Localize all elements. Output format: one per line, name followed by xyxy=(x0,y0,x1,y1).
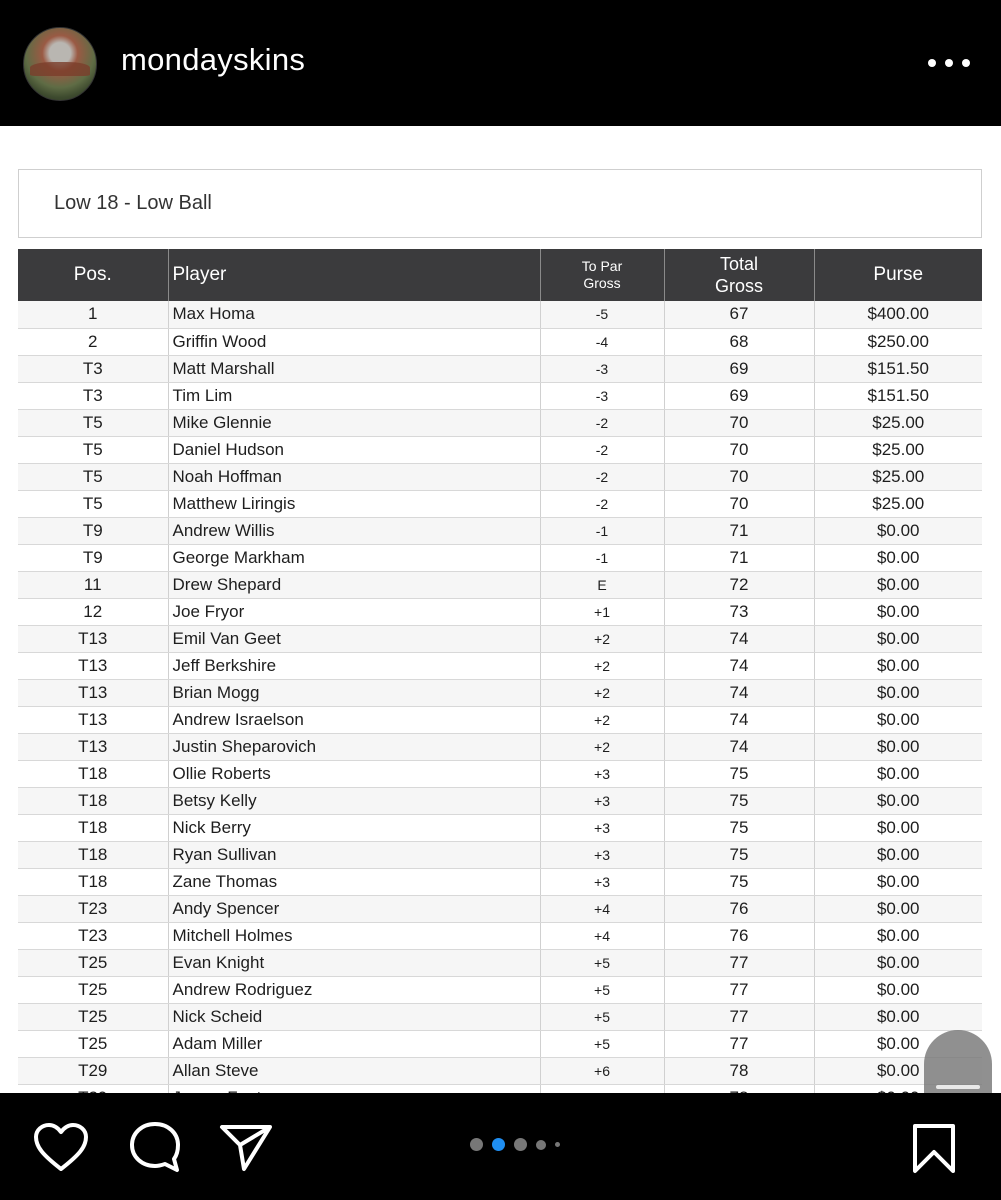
pos-cell: 1 xyxy=(18,301,168,328)
purse-cell: $25.00 xyxy=(814,490,982,517)
table-row xyxy=(18,355,982,382)
purse-cell: $0.00 xyxy=(814,787,982,814)
total-cell: 74 xyxy=(664,652,814,679)
player-cell: Allan Steve xyxy=(168,1057,540,1084)
pos-cell: T5 xyxy=(18,409,168,436)
table-header-row xyxy=(18,249,982,301)
bookmark-icon[interactable] xyxy=(911,1123,957,1180)
player-cell: Tim Lim xyxy=(168,382,540,409)
to-par-cell: E xyxy=(540,571,664,598)
purse-cell: $0.00 xyxy=(814,598,982,625)
post-actions-bar xyxy=(0,1093,1001,1200)
purse-cell: $151.50 xyxy=(814,382,982,409)
player-cell: Brian Mogg xyxy=(168,679,540,706)
pos-cell: T18 xyxy=(18,787,168,814)
table-row xyxy=(18,976,982,1003)
to-par-cell: -1 xyxy=(540,517,664,544)
player-cell: Matthew Liringis xyxy=(168,490,540,517)
player-cell: Justin Sheparovich xyxy=(168,733,540,760)
carousel-dot-active xyxy=(492,1138,505,1151)
total-cell: 70 xyxy=(664,409,814,436)
to-par-cell: +2 xyxy=(540,652,664,679)
player-cell: Mitchell Holmes xyxy=(168,922,540,949)
player-cell: Nick Berry xyxy=(168,814,540,841)
player-cell: Griffin Wood xyxy=(168,328,540,355)
post-image xyxy=(0,126,1001,1093)
table-row xyxy=(18,490,982,517)
leaderboard-title-box xyxy=(18,169,982,238)
post-header xyxy=(0,0,1001,126)
table-row xyxy=(18,841,982,868)
to-par-label: To Par xyxy=(581,258,623,274)
purse-cell: $0.00 xyxy=(814,841,982,868)
player-cell: George Markham xyxy=(168,544,540,571)
carousel-dot xyxy=(470,1138,483,1151)
table-row xyxy=(18,409,982,436)
total-cell: 69 xyxy=(664,355,814,382)
purse-cell: $0.00 xyxy=(814,733,982,760)
player-cell: Mike Glennie xyxy=(168,409,540,436)
total-cell: 77 xyxy=(664,1003,814,1030)
carousel-dot xyxy=(555,1142,560,1147)
pos-cell: T18 xyxy=(18,760,168,787)
total-cell: 68 xyxy=(664,328,814,355)
pos-cell: T25 xyxy=(18,1030,168,1057)
to-par-cell: +4 xyxy=(540,895,664,922)
player-cell: Joe Fryor xyxy=(168,598,540,625)
player-cell: Matt Marshall xyxy=(168,355,540,382)
player-cell: Andrew Rodriguez xyxy=(168,976,540,1003)
share-icon[interactable] xyxy=(218,1121,274,1178)
total-cell: 77 xyxy=(664,949,814,976)
pos-cell: T13 xyxy=(18,652,168,679)
player-cell: Jeff Berkshire xyxy=(168,652,540,679)
player-cell: Nick Scheid xyxy=(168,1003,540,1030)
table-row xyxy=(18,1003,982,1030)
table-row xyxy=(18,544,982,571)
table-row xyxy=(18,1030,982,1057)
table-row xyxy=(18,733,982,760)
purse-cell: $25.00 xyxy=(814,463,982,490)
player-cell: Zane Thomas xyxy=(168,868,540,895)
table-row xyxy=(18,463,982,490)
purse-cell: $0.00 xyxy=(814,1003,982,1030)
leaderboard-table xyxy=(18,249,982,1112)
purse-cell: $0.00 xyxy=(814,868,982,895)
pos-cell: 2 xyxy=(18,328,168,355)
table-row xyxy=(18,652,982,679)
purse-cell: $0.00 xyxy=(814,1030,982,1057)
total-cell: 76 xyxy=(664,895,814,922)
total-cell: 78 xyxy=(664,1057,814,1084)
total-cell: 69 xyxy=(664,382,814,409)
total-cell: 74 xyxy=(664,706,814,733)
to-par-gross-label: Gross xyxy=(583,275,621,291)
player-cell: Max Homa xyxy=(168,301,540,328)
total-cell: 75 xyxy=(664,787,814,814)
to-par-cell: +5 xyxy=(540,1003,664,1030)
total-cell: 75 xyxy=(664,760,814,787)
table-row xyxy=(18,706,982,733)
total-cell: 77 xyxy=(664,976,814,1003)
to-par-cell: +3 xyxy=(540,787,664,814)
table-row xyxy=(18,625,982,652)
to-par-cell: +2 xyxy=(540,733,664,760)
pos-cell: T13 xyxy=(18,625,168,652)
table-row xyxy=(18,949,982,976)
pos-cell: T13 xyxy=(18,733,168,760)
pos-cell: T13 xyxy=(18,679,168,706)
purse-cell: $25.00 xyxy=(814,409,982,436)
col-header-total-gross xyxy=(664,249,814,301)
pos-cell: T3 xyxy=(18,382,168,409)
to-par-cell: +4 xyxy=(540,922,664,949)
to-par-cell: +5 xyxy=(540,949,664,976)
pos-cell: T25 xyxy=(18,949,168,976)
total-cell: 75 xyxy=(664,868,814,895)
col-header-pos: Pos. xyxy=(18,249,168,301)
to-par-cell: -3 xyxy=(540,355,664,382)
comment-icon[interactable] xyxy=(128,1120,182,1179)
pos-cell: T18 xyxy=(18,868,168,895)
carousel-dot xyxy=(514,1138,527,1151)
table-row xyxy=(18,382,982,409)
to-par-cell: +3 xyxy=(540,841,664,868)
purse-cell: $0.00 xyxy=(814,652,982,679)
to-par-cell: -2 xyxy=(540,436,664,463)
leaderboard-title: Low 18 - Low Ball xyxy=(54,192,212,214)
pos-cell: T13 xyxy=(18,706,168,733)
carousel-dot xyxy=(536,1140,546,1150)
total-cell: 76 xyxy=(664,922,814,949)
total-cell: 77 xyxy=(664,1030,814,1057)
total-gross-label: Gross xyxy=(714,276,763,296)
pos-cell: T18 xyxy=(18,841,168,868)
player-cell: Ollie Roberts xyxy=(168,760,540,787)
table-row xyxy=(18,922,982,949)
pos-cell: T5 xyxy=(18,463,168,490)
player-cell: Noah Hoffman xyxy=(168,463,540,490)
player-cell: Andrew Willis xyxy=(168,517,540,544)
pos-cell: T9 xyxy=(18,517,168,544)
to-par-cell: +3 xyxy=(540,868,664,895)
to-par-cell: -2 xyxy=(540,463,664,490)
purse-cell: $0.00 xyxy=(814,976,982,1003)
pos-cell: T5 xyxy=(18,490,168,517)
heart-icon[interactable] xyxy=(33,1123,89,1178)
table-row xyxy=(18,598,982,625)
total-cell: 67 xyxy=(664,301,814,328)
purse-cell: $0.00 xyxy=(814,895,982,922)
to-par-cell: +3 xyxy=(540,814,664,841)
pos-cell: 11 xyxy=(18,571,168,598)
table-row xyxy=(18,571,982,598)
col-header-player: Player xyxy=(168,249,540,301)
total-cell: 75 xyxy=(664,841,814,868)
pos-cell: T23 xyxy=(18,922,168,949)
to-par-cell: +1 xyxy=(540,598,664,625)
username[interactable]: mondayskins xyxy=(121,42,306,77)
to-par-cell: +3 xyxy=(540,760,664,787)
purse-cell: $0.00 xyxy=(814,949,982,976)
total-cell: 74 xyxy=(664,733,814,760)
to-par-cell: +5 xyxy=(540,976,664,1003)
player-cell: Evan Knight xyxy=(168,949,540,976)
total-cell: 71 xyxy=(664,517,814,544)
table-row xyxy=(18,301,982,328)
col-header-purse: Purse xyxy=(814,249,982,301)
table-row xyxy=(18,517,982,544)
to-par-cell: +2 xyxy=(540,625,664,652)
purse-cell: $0.00 xyxy=(814,814,982,841)
table-row xyxy=(18,760,982,787)
total-cell: 71 xyxy=(664,544,814,571)
table-row xyxy=(18,814,982,841)
purse-cell: $0.00 xyxy=(814,1057,982,1084)
purse-cell: $0.00 xyxy=(814,679,982,706)
pos-cell: T3 xyxy=(18,355,168,382)
purse-cell: $0.00 xyxy=(814,706,982,733)
pos-cell: T23 xyxy=(18,895,168,922)
player-cell: Ryan Sullivan xyxy=(168,841,540,868)
table-row xyxy=(18,868,982,895)
total-cell: 70 xyxy=(664,436,814,463)
table-row xyxy=(18,787,982,814)
purse-cell: $0.00 xyxy=(814,625,982,652)
purse-cell: $0.00 xyxy=(814,760,982,787)
purse-cell: $151.50 xyxy=(814,355,982,382)
purse-cell: $250.00 xyxy=(814,328,982,355)
total-cell: 70 xyxy=(664,463,814,490)
to-par-cell: +5 xyxy=(540,1030,664,1057)
pos-cell: T25 xyxy=(18,976,168,1003)
pos-cell: T25 xyxy=(18,1003,168,1030)
pos-cell: T9 xyxy=(18,544,168,571)
to-par-cell: -3 xyxy=(540,382,664,409)
col-header-to-par-gross xyxy=(540,249,664,301)
purse-cell: $0.00 xyxy=(814,517,982,544)
to-par-cell: -4 xyxy=(540,328,664,355)
purse-cell: $0.00 xyxy=(814,922,982,949)
carousel-indicator xyxy=(470,1138,560,1151)
player-cell: Emil Van Geet xyxy=(168,625,540,652)
pos-cell: T5 xyxy=(18,436,168,463)
to-par-cell: +2 xyxy=(540,706,664,733)
table-row xyxy=(18,679,982,706)
to-par-cell: +2 xyxy=(540,679,664,706)
profile-avatar[interactable] xyxy=(23,27,97,101)
player-cell: Betsy Kelly xyxy=(168,787,540,814)
purse-cell: $25.00 xyxy=(814,436,982,463)
total-cell: 70 xyxy=(664,490,814,517)
to-par-cell: -1 xyxy=(540,544,664,571)
table-row xyxy=(18,1057,982,1084)
to-par-cell: -5 xyxy=(540,301,664,328)
to-par-cell: -2 xyxy=(540,409,664,436)
to-par-cell: +6 xyxy=(540,1057,664,1084)
total-label: Total xyxy=(719,254,759,274)
purse-cell: $0.00 xyxy=(814,544,982,571)
total-cell: 74 xyxy=(664,625,814,652)
total-cell: 75 xyxy=(664,814,814,841)
player-cell: Drew Shepard xyxy=(168,571,540,598)
purse-cell: $400.00 xyxy=(814,301,982,328)
table-row xyxy=(18,328,982,355)
total-cell: 72 xyxy=(664,571,814,598)
player-cell: Andy Spencer xyxy=(168,895,540,922)
more-options-icon[interactable] xyxy=(928,56,970,70)
pos-cell: T18 xyxy=(18,814,168,841)
total-cell: 74 xyxy=(664,679,814,706)
table-row xyxy=(18,436,982,463)
pos-cell: 12 xyxy=(18,598,168,625)
player-cell: Daniel Hudson xyxy=(168,436,540,463)
table-row xyxy=(18,895,982,922)
player-cell: Andrew Israelson xyxy=(168,706,540,733)
pos-cell: T29 xyxy=(18,1057,168,1084)
total-cell: 73 xyxy=(664,598,814,625)
player-cell: Adam Miller xyxy=(168,1030,540,1057)
to-par-cell: -2 xyxy=(540,490,664,517)
purse-cell: $0.00 xyxy=(814,571,982,598)
